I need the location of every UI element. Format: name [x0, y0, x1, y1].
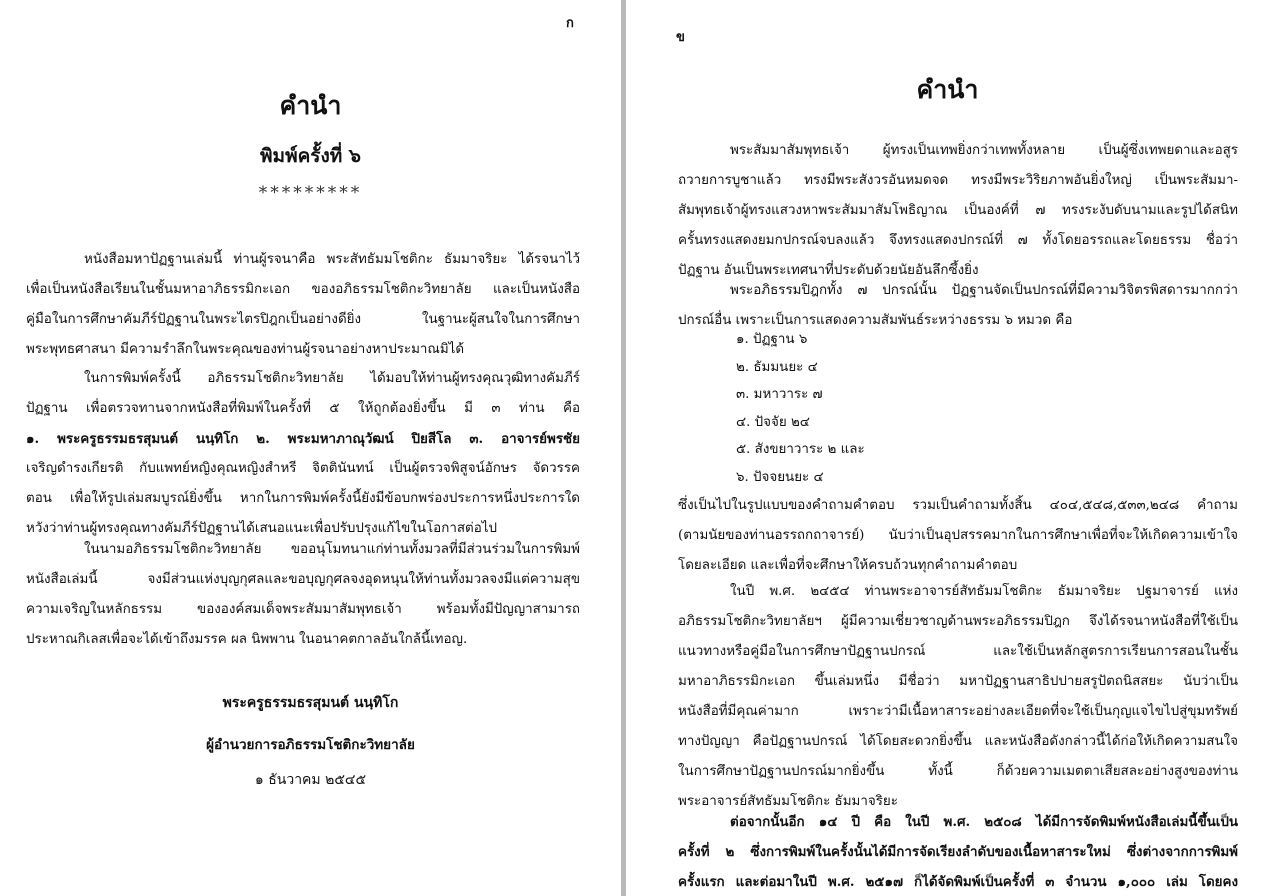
list-item: ๒. ธัมมนยะ ๔ [736, 359, 818, 375]
text-line: หนังสือเล่มนี้ จงมีส่วนแห่งบุญกุศลและขอบุญกุศลจงอุดหนุนให้ท่านทั้งมวลจงมีแต่ความสุข [26, 572, 580, 587]
right-paragraph-5 [678, 807, 1238, 896]
text-line: ในนามอภิธรรมโชติกะวิทยาลัย ขออนุโมทนาแก่ท่านทั้งมวลที่มีส่วนร่วมในการพิมพ์ [84, 542, 580, 557]
page-title: คำนำ [916, 75, 979, 104]
left-paragraph-1 [26, 245, 580, 365]
text-line: พระอาจารย์สัทธัมมโชติกะ ธัมมาจริยะ [678, 794, 898, 809]
list-item: ๑. ปัฏฐาน ๖ [736, 332, 808, 347]
text-line: ถวายการบูชาแล้ว ทรงมีพระสังวรอันหมดจด ทรงมีพระวิริยภาพอันยิ่งใหญ่ เป็นพระสัมมา- [678, 173, 1238, 188]
text-line: ครั้นทรงแสดงยมกปกรณ์จบลงแล้ว จึงทรงแสดงปกรณ์ที่ ๗ ทั้งโดยอรรถและโดยธรรม ชื่อว่า [678, 233, 1238, 248]
text-line: ๑. พระครูธรรมธรสุมนต์ นนฺทิโก ๒. พระมหาภาณุวัฒน์ ปิยสีโล ๓. อาจารย์พรชัย [26, 431, 580, 447]
categories-list [736, 326, 865, 491]
list-item: ๔. ปัจจัย ๒๔ [736, 414, 810, 430]
text-line: ปัฏฐาน เพื่อตรวจทานจากหนังสือที่พิมพ์ในครั้งที่ ๕ ให้ถูกต้องยิ่งขึ้น มี ๓ ท่าน คือ [26, 401, 580, 416]
page-number: ก [566, 16, 574, 31]
text-line: ในการศึกษาปัฏฐานปกรณ์มากยิ่งขึ้น ทั้งนี้ ก็ด้วยความเมตตาเสียสละอย่างสูงของท่าน [678, 764, 1238, 779]
list-item: ๖. ปัจจยนยะ ๔ [736, 469, 824, 485]
text-line: เจริญดำรงเกียรติ กับแพทย์หญิงคุณหญิงสำหรี จิตตินันทน์ เป็นผู้ตรวจพิสูจน์อักษร จัดวรรค [26, 461, 580, 476]
separator-stars: ********* [258, 183, 363, 203]
signature-name: พระครูธรรมธรสุมนต์ นนฺทิโก [222, 695, 399, 711]
text-line: สัมพุทธเจ้าผู้ทรงแสวงหาพระสัมมาสัมโพธิญาณ เป็นองค์ที่ ๗ ทรงระงับดับนามและรูปได้สนิท [678, 203, 1238, 218]
signature-date: ๑ ธันวาคม ๒๕๔๕ [254, 772, 367, 788]
left-paragraph-2 [26, 364, 580, 544]
text-line: ครั้งที่ ๒ ซึ่งการพิมพ์ในครั้งนั้นได้มีการจัดเรียงลำดับของเนื้อหาสาระใหม่ ซึ่งต่างจากการพิมพ์ [678, 844, 1238, 860]
text-line: โดยละเอียด และเพื่อที่จะศึกษาให้ครบถ้วนทุกคำถามคำตอบ [678, 558, 1018, 573]
right-paragraph-4 [678, 577, 1238, 817]
text-line: เพื่อเป็นหนังสือเรียนในชั้นมหาอาภิธรรมิกะเอก ของอภิธรรมโชติกะวิทยาลัย และเป็นหนังสือ [26, 282, 580, 297]
text-line: ทางปัญญา คือปัฏฐานปกรณ์ ได้โดยสะดวกยิ่งขึ้น และหนังสือดังกล่าวนี้ได้ก่อให้เกิดความสนใจ [678, 734, 1238, 749]
text-line: ต่อจากนั้นอีก ๑๔ ปี คือ ในปี พ.ศ. ๒๕๐๘ ได้มีการจัดพิมพ์หนังสือเล่มนี้ขึ้นเป็น [730, 814, 1238, 830]
right-paragraph-3 [678, 491, 1238, 581]
text-line: ความเจริญในหลักธรรม ขององค์สมเด็จพระสัมมาสัมพุทธเจ้า พร้อมทั้งมีปัญญาสามารถ [26, 602, 580, 617]
text-line: ตอน เพื่อให้รูปเล่มสมบูรณ์ยิ่งขึ้น หากในการพิมพ์ครั้งนี้ยังมีข้อบกพร่องประการหนึ่งประการใด [26, 491, 580, 506]
text-line: พระอภิธรรมปิฎกทั้ง ๗ ปกรณ์นั้น ปัฏฐานจัดเป็นปกรณ์ที่มีความวิจิตรพิสดารมากกว่า [730, 283, 1238, 298]
left-paragraph-3 [26, 535, 580, 655]
text-line: ในการพิมพ์ครั้งนี้ อภิธรรมโชติกะวิทยาลัย ได้มอบให้ท่านผู้ทรงคุณวุฒิทางคัมภีร์ [84, 371, 580, 386]
page-subtitle: พิมพ์ครั้งที่ ๖ [260, 145, 361, 167]
text-line: พระสัมมาสัมพุทธเจ้า ผู้ทรงเป็นเทพยิ่งกว่าเทพทั้งหลาย เป็นผู้ซึ่งเทพยดาและอสูร [730, 143, 1238, 158]
signature-role: ผู้อำนวยการอภิธรรมโชติกะวิทยาลัย [206, 737, 415, 753]
text-line: ครั้งแรก และต่อมาในปี พ.ศ. ๒๕๑๗ ก็ได้จัดพิมพ์เป็นครั้งที่ ๓ จำนวน ๑,๐๐๐ เล่ม โดยคง [678, 874, 1238, 890]
text-line: ปกรณ์อื่น เพราะเป็นการแสดงความสัมพันธ์ระหว่างธรรม ๖ หมวด คือ [678, 313, 1073, 328]
list-item: ๕. สังขยาวาระ ๒ และ [736, 442, 865, 457]
page-title: คำนำ [279, 91, 342, 120]
text-line: หนังสือมหาปัฏฐานเล่มนี้ ท่านผู้รจนาคือ พระสัทธัมมโชติกะ ธัมมาจริยะ ได้รจนาไว้ [84, 252, 580, 267]
text-line: ปัฏฐาน อันเป็นพระเทศนาที่ประดับด้วยนัยอันลึกซึ้งยิ่ง [678, 263, 979, 278]
text-line: หนังสือที่มีคุณค่ามาก เพราะว่ามีเนื้อหาสาระอย่างละเอียดที่จะใช้เป็นกุญแจไขไปสู่ขุมทรัพย์ [678, 704, 1238, 719]
text-line: หวังว่าท่านผู้ทรงคุณทางคัมภีร์ปัฏฐานได้เสนอแนะเพื่อปรับปรุงแก้ไขในโอกาสต่อไป [26, 521, 497, 536]
right-page [626, 0, 1269, 896]
right-paragraph-1 [678, 136, 1238, 286]
text-line: ในปี พ.ศ. ๒๔๕๔ ท่านพระอาจารย์สัทธัมมโชติกะ ธัมมาจริยะ ปฐมาจารย์ แห่ง [730, 584, 1238, 599]
text-line: คู่มือในการศึกษาคัมภีร์ปัฏฐานในพระไตรปิฎกเป็นอย่างดียิ่ง ในฐานะผู้สนใจในการศึกษา [26, 312, 580, 327]
text-line: ซึ่งเป็นไปในรูปแบบของคำถามคำตอบ รวมเป็นคำถามทั้งสิ้น ๔๐๔,๕๔๘,๕๓๓,๒๔๘ คำถาม [678, 498, 1238, 513]
list-item: ๓. มหาวาระ ๗ [736, 387, 823, 402]
text-line: (ตามนัยของท่านอรรถกถาจารย์) นับว่าเป็นอุปสรรคมากในการศึกษาเพื่อที่จะให้เกิดความเข้าใจ [678, 528, 1238, 543]
page-number: ข [676, 30, 685, 45]
text-line: แนวทางหรือคู่มือในการศึกษาปัฏฐานปกรณ์ และใช้เป็นหลักสูตรการเรียนการสอนในชั้น [678, 644, 1238, 659]
left-page [0, 0, 621, 896]
text-line: ประหาณกิเลสเพื่อจะได้เข้าถึงมรรค ผล นิพพาน ในอนาคตกาลอันใกล้นี้เทอญ. [26, 632, 468, 647]
text-line: พระพุทธศาสนา มีความรำลึกในพระคุณของท่านผู้รจนาอย่างหาประมาณมิได้ [26, 342, 465, 357]
text-line: มหาอาภิธรรมิกะเอก ขึ้นเล่มหนึ่ง มีชื่อว่า มหาปัฏฐานสาธิปปายสรูปัตถนิสสยะ นับว่าเป็น [678, 674, 1238, 689]
text-line: อภิธรรมโชติกะวิทยาลัยฯ ผู้มีความเชี่ยวชาญด้านพระอภิธรรมปิฎก จึงได้รจนาหนังสือที่ใช้เป็น [678, 614, 1238, 629]
